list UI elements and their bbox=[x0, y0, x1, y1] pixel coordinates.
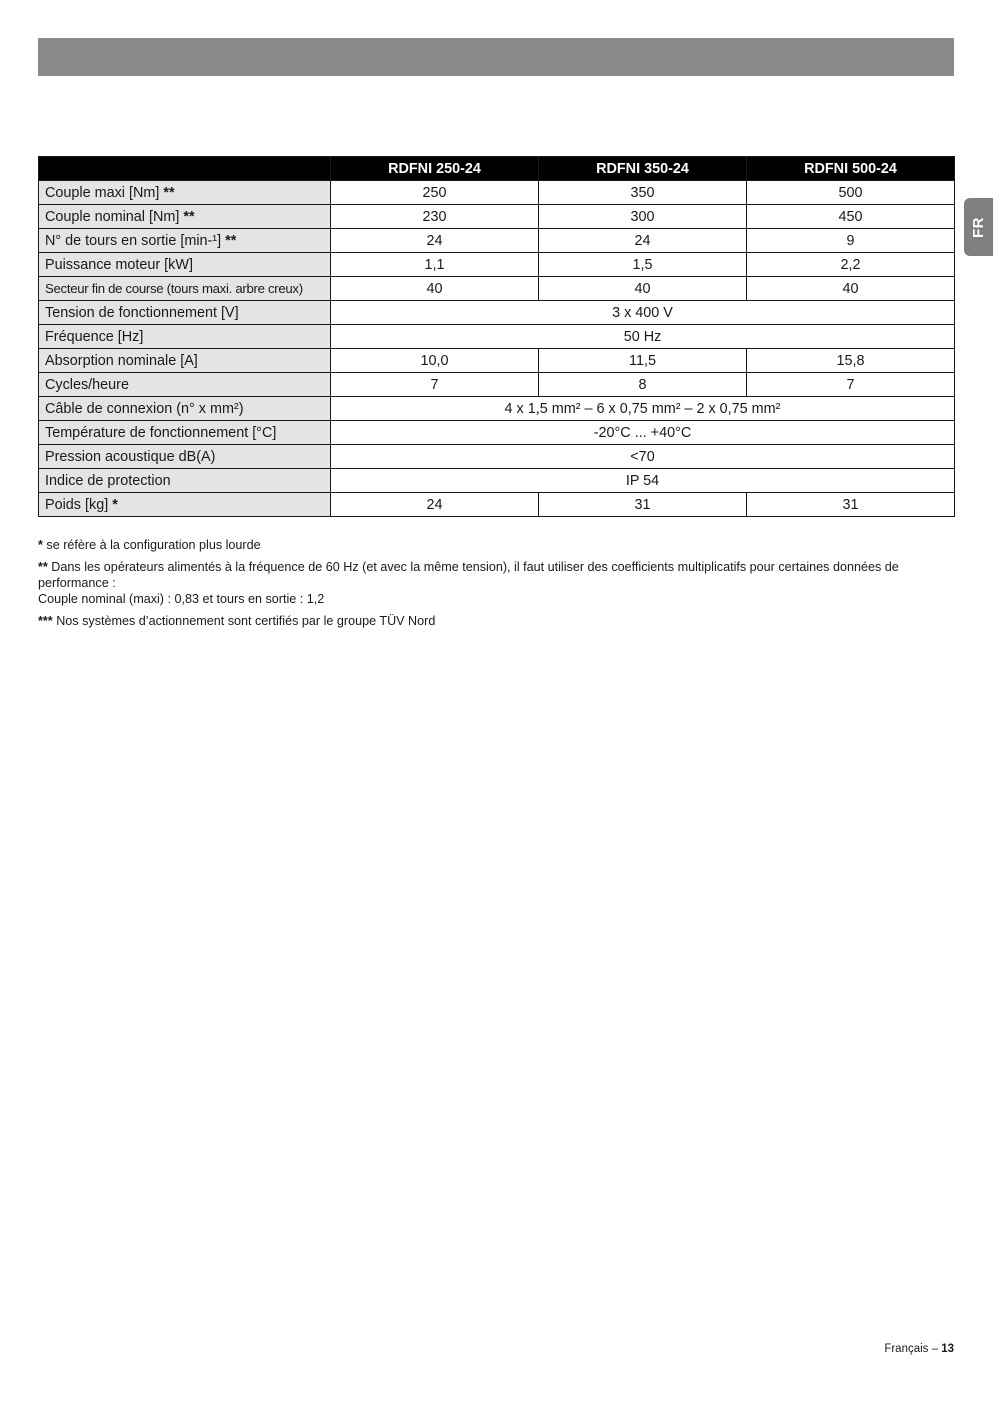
row-label-text: Température de fonctionnement [°C] bbox=[45, 424, 277, 441]
row-label bbox=[39, 349, 331, 373]
footnote bbox=[38, 537, 928, 553]
row-value: 350 bbox=[539, 181, 747, 205]
row-value: 40 bbox=[539, 277, 747, 301]
page-number: 13 bbox=[941, 1343, 954, 1355]
row-label bbox=[39, 445, 331, 469]
table-row bbox=[39, 205, 955, 229]
footnote-mark: *** bbox=[38, 614, 53, 628]
row-label-text: Câble de connexion (n° x mm²) bbox=[45, 400, 244, 417]
row-value: 250 bbox=[331, 181, 539, 205]
row-value-shared: -20°C ... +40°C bbox=[331, 421, 955, 445]
row-value: 300 bbox=[539, 205, 747, 229]
row-label-text: Couple maxi [Nm] bbox=[45, 184, 160, 201]
row-label bbox=[39, 205, 331, 229]
row-label-text: Poids [kg] bbox=[45, 496, 109, 513]
footnote-text: Nos systèmes d’actionnement sont certifiés par le groupe TÜV Nord bbox=[52, 614, 436, 628]
row-footnote-mark: ** bbox=[183, 208, 195, 225]
row-value: 15,8 bbox=[747, 349, 955, 373]
footnote-continuation: Couple nominal (maxi) : 0,83 et tours en sortie : 1,2 bbox=[38, 592, 325, 606]
page-footer bbox=[884, 1343, 954, 1355]
row-label bbox=[39, 493, 331, 517]
row-label-text: Indice de protection bbox=[45, 472, 171, 489]
table-header-blank bbox=[39, 157, 331, 181]
row-label bbox=[39, 301, 331, 325]
row-value: 230 bbox=[331, 205, 539, 229]
row-value: 24 bbox=[331, 229, 539, 253]
row-label-text: Pression acoustique dB(A) bbox=[45, 448, 216, 465]
row-label-text: Absorption nominale [A] bbox=[45, 352, 198, 369]
table-header-model: RDFNI 500-24 bbox=[747, 157, 955, 181]
table-row bbox=[39, 229, 955, 253]
footnote-text: se réfère à la configuration plus lourde bbox=[42, 538, 261, 552]
language-tab-label: FR bbox=[970, 216, 987, 238]
row-value-shared: <70 bbox=[331, 445, 955, 469]
row-label bbox=[39, 373, 331, 397]
row-value-shared: IP 54 bbox=[331, 469, 955, 493]
row-value: 10,0 bbox=[331, 349, 539, 373]
table-header-model: RDFNI 350-24 bbox=[539, 157, 747, 181]
row-value: 450 bbox=[747, 205, 955, 229]
row-value: 7 bbox=[747, 373, 955, 397]
row-value: 1,5 bbox=[539, 253, 747, 277]
row-value: 8 bbox=[539, 373, 747, 397]
footer-language: Français – bbox=[884, 1343, 942, 1355]
row-label-text: N° de tours en sortie [min-¹] bbox=[45, 232, 222, 249]
table-row bbox=[39, 253, 955, 277]
row-label bbox=[39, 253, 331, 277]
footnote-text: Dans les opérateurs alimentés à la fréquence de 60 Hz (et avec la même tension), il faut utiliser des coefficients multiplicatifs pour certaines données de performance : bbox=[38, 560, 899, 590]
row-label bbox=[39, 421, 331, 445]
row-value-shared: 4 x 1,5 mm² – 6 x 0,75 mm² – 2 x 0,75 mm² bbox=[331, 397, 955, 421]
row-value: 1,1 bbox=[331, 253, 539, 277]
table-row bbox=[39, 277, 955, 301]
row-label bbox=[39, 325, 331, 349]
row-label-text: Secteur fin de course (tours maxi. arbre creux) bbox=[45, 281, 303, 296]
footnote bbox=[38, 559, 928, 591]
row-value-shared: 3 x 400 V bbox=[331, 301, 955, 325]
row-label bbox=[39, 469, 331, 493]
table-row bbox=[39, 445, 955, 469]
row-label bbox=[39, 397, 331, 421]
row-value: 40 bbox=[747, 277, 955, 301]
row-label-text: Tension de fonctionnement [V] bbox=[45, 304, 239, 321]
table-header-row bbox=[39, 157, 955, 181]
row-label-text: Puissance moteur [kW] bbox=[45, 256, 193, 273]
row-value-shared: 50 Hz bbox=[331, 325, 955, 349]
row-value: 11,5 bbox=[539, 349, 747, 373]
table-body bbox=[39, 181, 955, 517]
footnote-mark: ** bbox=[38, 560, 48, 574]
table-row bbox=[39, 421, 955, 445]
table-row bbox=[39, 469, 955, 493]
row-label bbox=[39, 181, 331, 205]
table-row bbox=[39, 397, 955, 421]
header-bar bbox=[38, 38, 954, 76]
row-label bbox=[39, 229, 331, 253]
footnote-mark: * bbox=[38, 538, 43, 552]
table-row bbox=[39, 493, 955, 517]
row-value: 2,2 bbox=[747, 253, 955, 277]
row-value: 31 bbox=[539, 493, 747, 517]
specifications-table bbox=[38, 156, 955, 517]
row-value: 7 bbox=[331, 373, 539, 397]
row-footnote-mark: ** bbox=[163, 184, 175, 201]
row-value: 40 bbox=[331, 277, 539, 301]
row-footnote-mark: * bbox=[112, 496, 118, 513]
table-header-model: RDFNI 250-24 bbox=[331, 157, 539, 181]
row-value: 31 bbox=[747, 493, 955, 517]
row-label-text: Fréquence [Hz] bbox=[45, 328, 144, 345]
row-label-text: Cycles/heure bbox=[45, 376, 129, 393]
table-row bbox=[39, 301, 955, 325]
row-value: 9 bbox=[747, 229, 955, 253]
table-row bbox=[39, 349, 955, 373]
row-value: 24 bbox=[539, 229, 747, 253]
table-row bbox=[39, 325, 955, 349]
row-value: 500 bbox=[747, 181, 955, 205]
row-footnote-mark: ** bbox=[225, 232, 237, 249]
table-row bbox=[39, 373, 955, 397]
footnotes bbox=[38, 537, 928, 635]
row-label-text: Couple nominal [Nm] bbox=[45, 208, 180, 225]
language-tab bbox=[964, 198, 993, 256]
row-value: 24 bbox=[331, 493, 539, 517]
table-row bbox=[39, 181, 955, 205]
footnote bbox=[38, 613, 928, 629]
row-label bbox=[39, 277, 331, 301]
